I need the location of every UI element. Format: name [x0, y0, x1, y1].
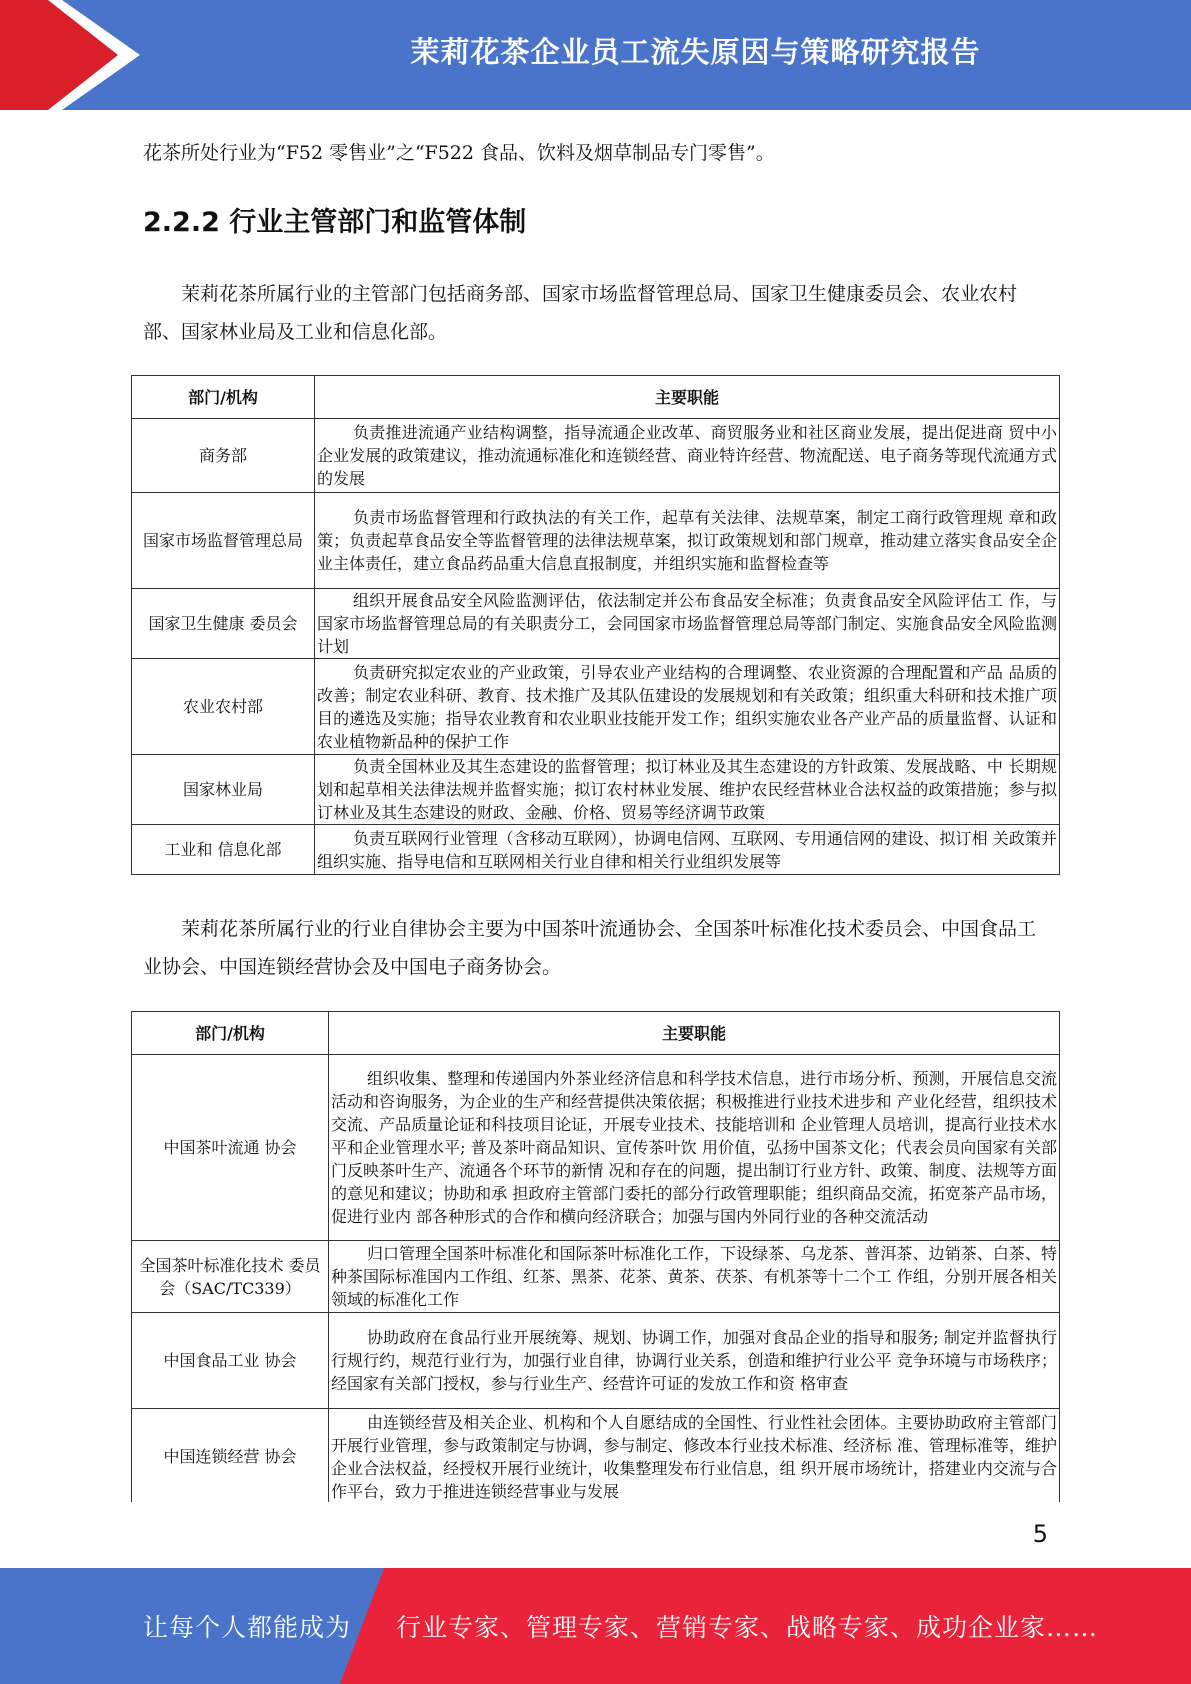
duty-cell: 组织收集、整理和传递国内外茶业经济信息和科学技术信息，进行市场分析、预测，开展信息交流活动和咨询服务，为企业的生产和经营提供决策依据；积极推进行业技术进步和 产业化经营，组织技术交流、产品质量论证和科技项目论证，开展专业技术、技能培训和 企业管理人员培训，提高行业技术水平和企业管理水平; 普及茶叶商品知识、宣传茶叶饮 用价值，弘扬中国茶文化；代表会员向国家有关部门反映茶叶生产、流通各个环节的新情 况和存在的问题，提出制订行业方针、政策、制度、法规等方面的意见和建议；协助和承 担政府主管部门委托的部分行政管理职能；组织商品交流，拓宽茶产品市场，促进行业内 部各种形式的合作和横向经济联合；加强与国内外同行业的各种交流活动: [329, 1055, 1060, 1241]
column-header-org: 部门/机构: [132, 376, 315, 419]
org-cell: 全国茶叶标准化技术 委员会（SAC/TC339）: [132, 1241, 329, 1313]
org-cell: 中国连锁经营 协会: [132, 1409, 329, 1503]
table-header-row: [132, 376, 1060, 419]
intro-line: 花茶所处行业为“F52 零售业”之“F522 食品、饮料及烟草制品专门零售”。: [143, 142, 775, 164]
table-header-row: [132, 1012, 1060, 1055]
duty-cell: 负责互联网行业管理（含移动互联网），协调电信网、互联网、专用通信网的建设、拟订相 关政策并组织实施、指导电信和互联网相关行业自律和相关行业组织发展等: [315, 825, 1060, 875]
table-row: [132, 1313, 1060, 1409]
footer-slogan-left: 让每个人都能成为: [143, 1613, 352, 1642]
paragraph-competent-departments: 茉莉花茶所属行业的主管部门包括商务部、国家市场监督管理总局、国家卫生健康委员会、农业农村部、国家林业局及工业和信息化部。: [143, 283, 1018, 343]
duty-cell: 组织开展食品安全风险监测评估，依法制定并公布食品安全标准；负责食品安全风险评估工 作，与国家市场监督管理总局的有关职责分工，会同国家市场监督管理总局等部门制定、实施食品安全风险监测计划: [315, 589, 1060, 659]
column-header-duty: 主要职能: [329, 1012, 1060, 1055]
footer-slogan-right: 行业专家、管理专家、营销专家、战略专家、成功企业家……: [396, 1613, 1099, 1642]
table-row: [132, 493, 1060, 589]
table-row: [132, 659, 1060, 755]
table-row: [132, 1409, 1060, 1503]
table-row: [132, 589, 1060, 659]
page-footer: [0, 1568, 1191, 1684]
column-header-org: 部门/机构: [132, 1012, 329, 1055]
report-title: 茉莉花茶企业员工流失原因与策略研究报告: [410, 35, 981, 69]
org-cell: 国家市场监督管理总局: [132, 493, 315, 589]
table-row: [132, 755, 1060, 825]
org-cell: 中国茶叶流通 协会: [132, 1055, 329, 1241]
table-row: [132, 1241, 1060, 1313]
duty-cell: 负责全国林业及其生态建设的监督管理；拟订林业及其生态建设的方针政策、发展战略、中 长期规划和起草相关法律法规并监督实施；拟订农村林业发展、维护农民经营林业合法权益的政策措施；参与拟订林业及其生态建设的财政、金融、价格、贸易等经济调节政策: [315, 755, 1060, 825]
duty-cell: 由连锁经营及相关企业、机构和个人自愿结成的全国性、行业性社会团体。主要协助政府主管部门开展行业管理，参与政策制定与协调，参与制定、修改本行业技术标准、经济标 准、管理标准等，维护企业合法权益，经授权开展行业统计，收集整理发布行业信息，组 织开展市场统计，搭建业内交流与合作平台，致力于推进连锁经营事业与发展: [329, 1409, 1060, 1503]
org-cell: 国家林业局: [132, 755, 315, 825]
associations-table: [131, 1011, 1060, 1502]
table-row: [132, 1055, 1060, 1241]
duty-cell: 归口管理全国茶叶标准化和国际茶叶标准化工作，下设绿茶、乌龙茶、普洱茶、边销茶、白茶、特种茶国际标准国内工作组、红茶、黑茶、花茶、黄茶、茯茶、有机茶等十二个工 作组，分别开展各相关领域的标准化工作: [329, 1241, 1060, 1313]
org-cell: 中国食品工业 协会: [132, 1313, 329, 1409]
org-cell: 工业和 信息化部: [132, 825, 315, 875]
table-row: [132, 419, 1060, 493]
page-number: 5: [1032, 1520, 1048, 1548]
section-heading: 2.2.2 行业主管部门和监管体制: [143, 207, 527, 238]
column-header-duty: 主要职能: [315, 376, 1060, 419]
org-cell: 国家卫生健康 委员会: [132, 589, 315, 659]
duty-cell: 负责市场监督管理和行政执法的有关工作，起草有关法律、法规草案，制定工商行政管理规 章和政策；负责起草食品安全等监督管理的法律法规草案，拟订政策规划和部门规章，推动建立落实食品安全企业主体责任，建立食品药品重大信息直报制度，并组织实施和监督检查等: [315, 493, 1060, 589]
org-cell: 商务部: [132, 419, 315, 493]
duty-cell: 负责研究拟定农业的产业政策，引导农业产业结构的合理调整、农业资源的合理配置和产品 品质的改善；制定农业科研、教育、技术推广及其队伍建设的发展规划和有关政策；组织重大科研和技术推广项目的遴选及实施；指导农业教育和农业职业技能开发工作；组织实施农业各产业产品的质量监督、认证和农业植物新品种的保护工作: [315, 659, 1060, 755]
departments-table: [131, 375, 1060, 875]
paragraph-industry-associations: 茉莉花茶所属行业的行业自律协会主要为中国茶叶流通协会、全国茶叶标准化技术委员会、中国食品工业协会、中国连锁经营协会及中国电子商务协会。: [143, 918, 1037, 978]
duty-cell: 负责推进流通产业结构调整，指导流通企业改革、商贸服务业和社区商业发展，提出促进商 贸中小企业发展的政策建议，推动流通标准化和连锁经营、商业特许经营、物流配送、电子商务等现代流通方式的发展: [315, 419, 1060, 493]
org-cell: 农业农村部: [132, 659, 315, 755]
table-row: [132, 825, 1060, 875]
duty-cell: 协助政府在食品行业开展统筹、规划、协调工作，加强对食品企业的指导和服务; 制定并监督执行行规行约，规范行业行为，加强行业自律，协调行业关系，创造和维护行业公平 竞争环境与市场秩序；经国家有关部门授权，参与行业生产、经营许可证的发放工作和资 格审查: [329, 1313, 1060, 1409]
